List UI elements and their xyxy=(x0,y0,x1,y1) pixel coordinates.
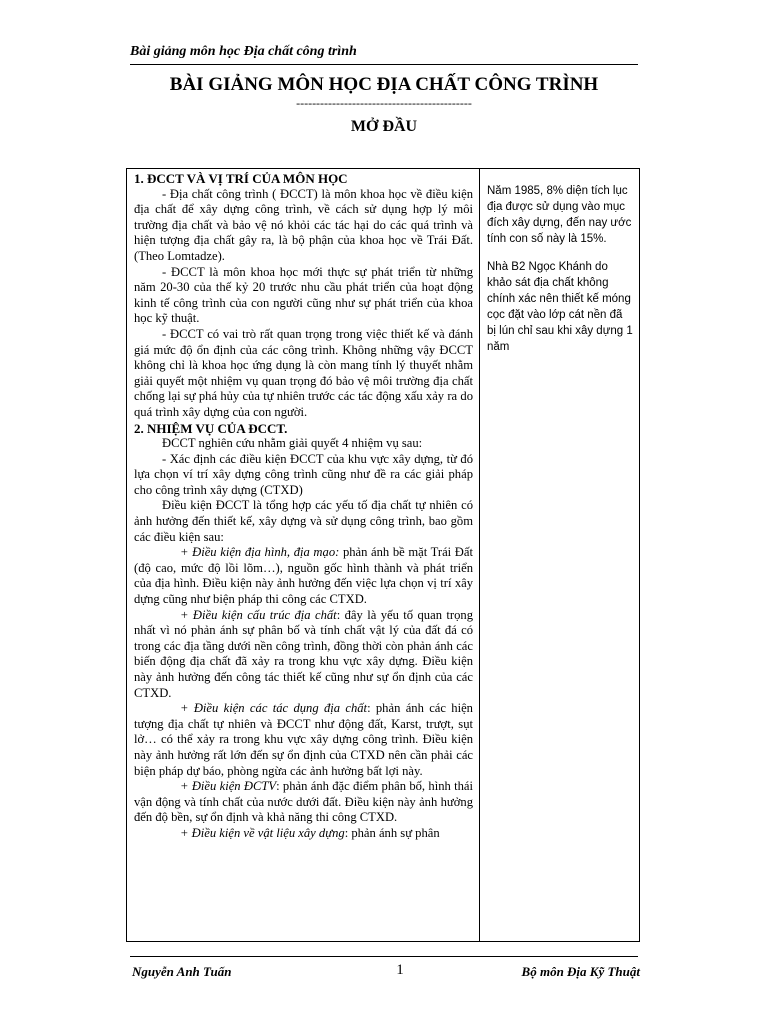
footer-author: Nguyễn Anh Tuấn xyxy=(132,964,232,979)
paragraph: - ĐCCT có vai trò rất quan trọng trong việc thiết kế và đánh giá mức độ ổn định của các công trình. Không những vậy ĐCCT không chỉ là khoa học ứng dụng là còn mang tính lý thuyết nhằm giải quyết một nhiệm vụ quan trọng đó bảo vệ môi trường địa chất chống lại sự phá hủy của tự nhiên trước các tác động xấu xảy ra do quá trình xây dựng của con người. xyxy=(134,326,473,419)
running-header: Bài giảng môn học Địa chất công trình xyxy=(130,44,357,59)
paragraph: ĐCCT nghiên cứu nhằm giải quyết 4 nhiệm vụ sau: xyxy=(162,436,423,451)
condition-item xyxy=(134,608,473,702)
footer-department: Bộ môn Địa Kỹ Thuật xyxy=(521,964,640,979)
content-table xyxy=(126,168,640,942)
condition-text: : phản ánh sự phân xyxy=(344,825,440,840)
condition-text: : phản ánh các hiện tượng địa chất tự nhiên và ĐCCT như động đất, Karst, trượt, sụt lở… có thể xảy ra trong khu vực xây dựng công trình. Điều kiện này ảnh hưởng rất lớn đến sự ổn định của CTXD nên cần phải các biện pháp dự báo, phòng ngừa các ảnh hưởng bất lợi này. xyxy=(134,701,473,778)
page-number: 1 xyxy=(396,962,404,978)
paragraph: - ĐCCT là môn khoa học mới thực sự phát triển từ những năm 20-30 của thế kỷ 20 trước nhu cầu phát triển của hoạt động kinh tế công trình của con người cũng như sự phát triển của khoa học kỹ thuật. xyxy=(134,264,473,326)
paragraph: - Địa chất công trình ( ĐCCT) là môn khoa học về điều kiện địa chất để xây dựng công trình, về cách sử dụng hợp lý môi trường địa chất và bảo vệ nó khỏi các tác hại do các quá trình và hiện tượng địa chất gây ra, là bộ phận của khoa học về Trái Đất. (Theo Lomtadze). xyxy=(134,186,473,263)
intro-heading: MỞ ĐẦU xyxy=(350,118,418,135)
footer-rule xyxy=(130,956,638,957)
condition-term: + Điều kiện các tác dụng địa chất xyxy=(180,701,368,716)
section-2-heading: 2. NHIỆM VỤ CỦA ĐCCT. xyxy=(134,420,288,436)
paragraph: - Xác định các điều kiện ĐCCT của khu vực xây dựng, từ đó lựa chọn ví trí xây dựng công trình cũng như đề ra các giải pháp cho công trình xây dựng (CTXD) xyxy=(134,451,473,497)
condition-text: : phản ánh đặc điểm phân bố, hình thái vận động và tính chất của nước dưới đất. Điều kiện này ảnh hưởng đến độ bền, sự ổn định và khả năng thi công CTXD. xyxy=(134,779,473,825)
paragraph: Điều kiện ĐCCT là tổng hợp các yếu tố địa chất tự nhiên có ảnh hưởng đến thiết kế, xây dựng và sử dụng công trình, bao gồm các điều kiện sau: xyxy=(134,498,473,544)
condition-term: + Điều kiện ĐCTV xyxy=(180,779,277,794)
title-separator: -------------------------------------------- xyxy=(296,96,472,110)
margin-note: Nhà B2 Ngọc Khánh do khảo sát địa chất không chính xác nên thiết kế móng cọc đặt vào lớp cát nền đã bị lún chỉ sau khi xây dựng 1 năm xyxy=(487,261,633,353)
condition-item xyxy=(134,779,473,826)
condition-term: + Điều kiện cấu trúc địa chất xyxy=(180,607,337,622)
condition-text: phản ánh bề mặt Trái Đất (độ cao, mức độ lồi lõm…), nguồn gốc hình thành và phát triển của địa hình. Điều kiện này ảnh hưởng đến việc lựa chọn vị trí xây dựng cũng như biện pháp thi công các CTXD. xyxy=(134,545,473,607)
condition-term: + Điều kiện địa hình, địa mạo: xyxy=(180,545,340,560)
condition-text: : đây là yếu tố quan trọng nhất vì nó phản ánh sự phân bố và tính chất vật lý của đất đá có trong các địa tầng dưới nền công trình, đồng thời còn phản ánh các biến động địa chất đã xảy ra trong khu vực xây dựng. Điều kiện này ảnh hưởng đến công tác thiết kế cũng như sự ổn định của các CTXD. xyxy=(134,607,473,700)
margin-notes-column xyxy=(480,169,639,941)
condition-item xyxy=(134,826,473,842)
section-1-heading: 1. ĐCCT VÀ VỊ TRÍ CỦA MÔN HỌC xyxy=(134,171,348,186)
document-title: BÀI GIẢNG MÔN HỌC ĐỊA CHẤT CÔNG TRÌNH xyxy=(169,74,599,95)
condition-item xyxy=(134,701,473,779)
condition-item xyxy=(134,545,473,607)
margin-note: Năm 1985, 8% diện tích lục địa được sử dụng vào mục đích xây dựng, đến nay ước tính con số này là 15%. xyxy=(487,185,632,245)
main-text-column xyxy=(127,169,480,941)
header-rule xyxy=(130,64,638,65)
condition-term: + Điều kiện về vật liệu xây dựng xyxy=(180,825,345,840)
